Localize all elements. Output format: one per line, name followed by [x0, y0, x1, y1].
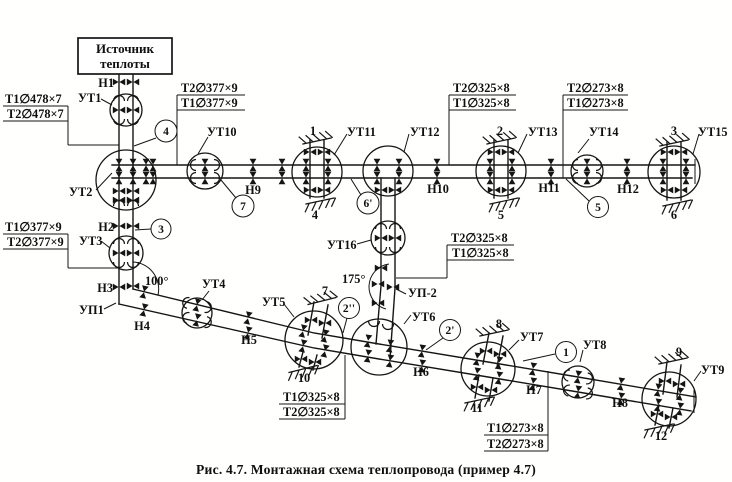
node-ut15-circle	[648, 146, 700, 198]
node-circles	[96, 94, 700, 426]
node-ut16-label: УТ16	[327, 238, 357, 252]
support-6-symbol	[660, 200, 694, 215]
weld-h9-label: Н9	[245, 183, 261, 197]
angle-labels	[145, 272, 365, 288]
spec-325t-t2: Т2∅325×8	[453, 81, 510, 95]
node-ut3-label: УТ3	[79, 234, 103, 248]
spec-377l-t2: Т2∅377×9	[7, 235, 64, 249]
node-ut13-label: УТ13	[528, 125, 558, 139]
spec-325t-t1: Т1∅325×8	[453, 96, 510, 110]
section-6p-label: 6'	[363, 198, 373, 210]
heat-source-label-line1: Источник	[95, 41, 155, 56]
support-5-symbol	[487, 198, 521, 213]
figure-caption: Рис. 4.7. Монтажная схема теплопровода (пример 4.7)	[196, 462, 536, 477]
section-2p-label: 2'	[445, 325, 455, 337]
support-3-label: 3	[670, 124, 678, 138]
spec-325b-t2: Т2∅325×8	[283, 405, 340, 419]
spec-273t-t1: Т1∅273×8	[567, 96, 624, 110]
section-2pp-label: 2''	[342, 303, 356, 315]
node-ut12-circle	[363, 146, 413, 196]
node-ut9-label: УТ9	[701, 363, 725, 377]
support-7-label: 7	[321, 284, 329, 298]
node-ut13-circle	[476, 146, 526, 196]
spec-325b-t1: Т1∅325×8	[283, 390, 340, 404]
section-1-label: 1	[563, 347, 569, 359]
weld-h1-label: Н1	[98, 76, 114, 90]
support-8-label: 8	[495, 317, 503, 331]
ut15-branch-lines	[667, 142, 681, 200]
weld-h5-label: Н5	[241, 333, 257, 347]
spec-478-t1: Т1∅478×7	[5, 92, 62, 106]
weld-h10-label: Н10	[427, 182, 449, 196]
spec-273b-t1: Т1∅273×8	[487, 421, 544, 435]
section-4-label: 4	[163, 126, 169, 138]
spec-273t-t2: Т2∅273×8	[567, 81, 624, 95]
heat-source-label-line2: теплоты	[100, 56, 150, 71]
support-5-label: 5	[497, 208, 505, 222]
support-8-symbol	[476, 322, 510, 337]
weld-h6-label: Н6	[413, 365, 429, 379]
section-number-labels	[158, 126, 601, 359]
support-2-label: 2	[496, 124, 504, 138]
heat-source-box	[78, 38, 172, 74]
weld-h2-label: Н2	[98, 220, 114, 234]
support-4-symbol	[303, 198, 337, 213]
spec-478-t2: Т2∅478×7	[7, 107, 64, 121]
node-ut12-label: УТ12	[410, 125, 440, 139]
weld-h12-label: Н12	[617, 182, 639, 196]
node-ut7-label: УТ7	[520, 330, 544, 344]
support-12-label: 12	[654, 429, 668, 443]
support-7-symbol	[304, 289, 338, 305]
support-9-label: 9	[675, 345, 683, 359]
spec-325m-t2: Т2∅325×8	[451, 231, 508, 245]
support-1-label: 1	[309, 124, 317, 138]
branch-ut12-ut6-line2	[390, 178, 395, 359]
spec-377t-t2: Т2∅377×9	[181, 81, 238, 95]
spec-325m-t1: Т1∅325×8	[452, 246, 509, 260]
node-label-leaders	[96, 99, 701, 381]
node-ut4-label: УТ4	[202, 277, 226, 291]
support-4-label: 4	[311, 208, 319, 222]
weld-h11-label: Н11	[538, 181, 560, 195]
support-9-symbol	[655, 350, 689, 365]
support-10-label: 10	[297, 371, 311, 385]
weld-h8-label: Н8	[612, 396, 628, 410]
angle-175-label: 175°	[342, 272, 366, 286]
node-ut8-label: УТ8	[583, 338, 607, 352]
section-3-label: 3	[158, 224, 164, 236]
node-up2-label: УП-2	[408, 286, 437, 300]
node-ut15-label: УТ15	[698, 125, 728, 139]
spec-273b-t2: Т2∅273×8	[487, 437, 544, 451]
weld-h7-label: Н7	[526, 383, 542, 397]
node-ut11-label: УТ11	[347, 125, 376, 139]
node-ut10-label: УТ10	[207, 125, 237, 139]
support-11-label: 11	[471, 401, 483, 415]
weld-h3-label: Н3	[97, 281, 113, 295]
support-6-label: 6	[670, 208, 678, 222]
node-ut6-label: УТ6	[412, 310, 436, 324]
node-up1-label: УП1	[79, 303, 104, 317]
node-ut2-label: УТ2	[69, 185, 93, 199]
spec-377t-t1: Т1∅377×9	[181, 96, 238, 110]
node-ut1-label: УТ1	[78, 91, 102, 105]
bottom-main-upper-line	[133, 289, 696, 397]
angle-100-label: 100°	[145, 274, 169, 288]
node-ut5-label: УТ5	[262, 295, 286, 309]
spec-377l-t1: Т1∅377×9	[5, 220, 62, 234]
weld-h4-label: Н4	[134, 319, 150, 333]
section-5-label: 5	[595, 202, 601, 214]
section-7-label: 7	[240, 201, 246, 213]
node-ut14-label: УТ14	[589, 125, 619, 139]
